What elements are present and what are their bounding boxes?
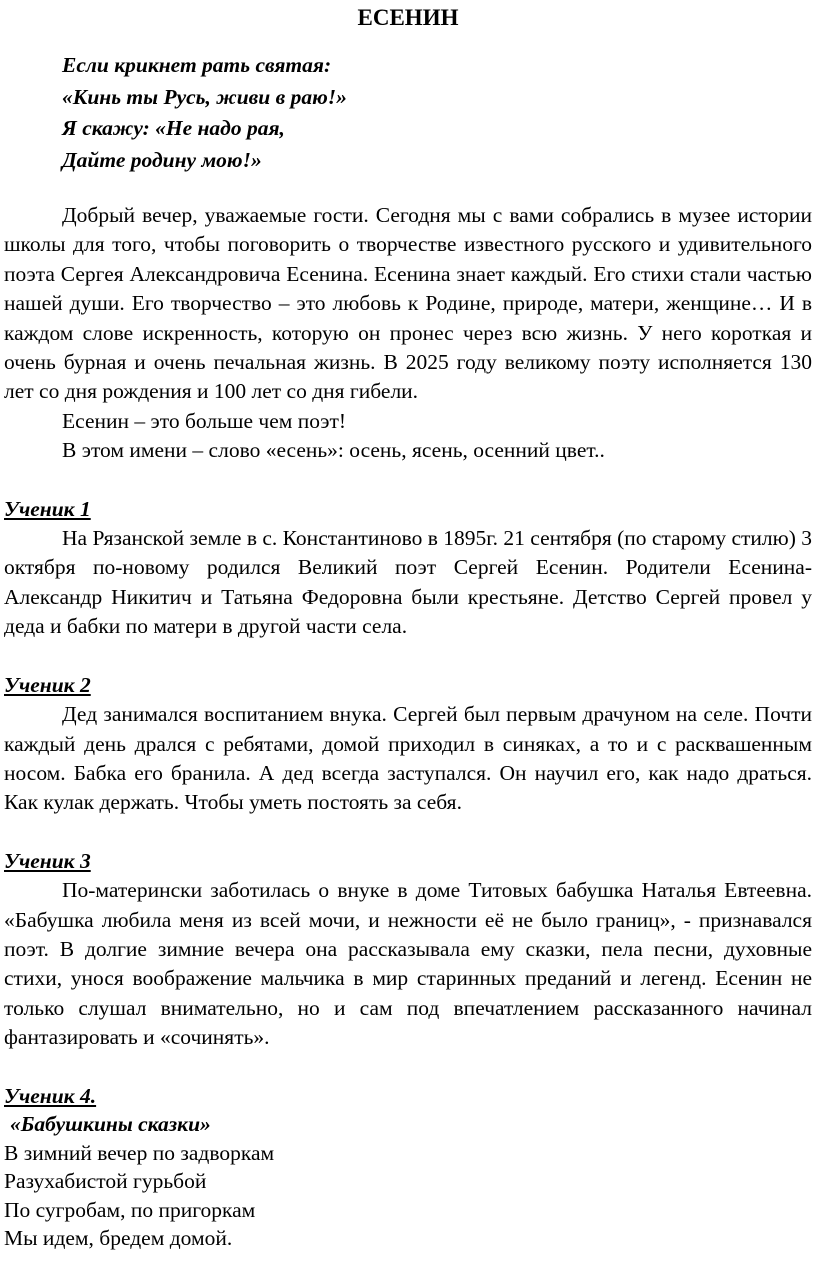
poem-line: Мы идем, бредем домой. [4, 1226, 233, 1251]
intro-line: В этом имени – слово «есень»: осень, ясень, осенний цвет.. [62, 438, 605, 463]
page-title: ЕСЕНИН [357, 5, 459, 30]
poem-title: «Бабушкины сказки» [10, 1112, 211, 1137]
student-heading: Ученик 1 [4, 496, 91, 521]
student-heading: Ученик 3 [4, 848, 91, 873]
student-3-section [4, 847, 812, 1053]
intro-line: Есенин – это больше чем поэт! [62, 408, 347, 433]
intro-section [4, 201, 812, 466]
poem-line: В зимний вечер по задворкам [4, 1140, 275, 1165]
student-paragraph: На Рязанской земле в с. Константиново в 1895г. 21 сентября (по старому стилю) 3 октября по-новому родился Великий поэт Сергей Есенин. Родители Есенина-Александр Никитич и Татьяна Федоровна были крестьяне. Детство Сергей провел у деда и бабки по матери в другой части села. [4, 526, 812, 639]
epigraph-line: Если крикнет рать святая: [62, 53, 332, 77]
poem-line: Разухабистой гурьбой [4, 1169, 207, 1194]
student-paragraph: По-матерински заботилась о внуке в доме Титовых бабушка Наталья Евтеевна. «Бабушка любила меня из всей мочи, и нежности её не было границ», - признавался поэт. В долгие зимние вечера она рассказывала ему сказки, пела песни, духовные стихи, унося воображение мальчика в мир старинных преданий и легенд. Есенин не только слушал внимательно, но и сам под впечатлением рассказанного начинал фантазировать и «сочинять». [4, 878, 812, 1050]
student-2-section [4, 671, 812, 818]
student-4-section [4, 1082, 812, 1253]
epigraph-line: Дайте родину мою!» [62, 147, 262, 172]
student-1-section [4, 495, 812, 642]
intro-paragraph: Добрый вечер, уважаемые гости. Сегодня мы с вами собрались в музее истории школы для того, чтобы поговорить о творчестве известного русского и удивительного поэта Сергея Александровича Есенина. Есенина знает каждый. Его стихи стали частью нашей души. Его творчество – это любовь к Родине, природе, матери, женщине… И в каждом слове искренность, которую он пронес через всю жизнь. У него короткая и очень бурная и очень печальная жизнь. В 2025 году великому поэту исполняется 130 лет со дня рождения и 100 лет со дня гибели. [4, 203, 812, 404]
epigraph-line: «Кинь ты Русь, живи в раю!» [62, 84, 347, 109]
epigraph-line: Я скажу: «Не надо рая, [62, 116, 285, 140]
poem-line: По сугробам, по пригоркам [4, 1197, 256, 1222]
student-paragraph: Дед занимался воспитанием внука. Сергей был первым драчуном на селе. Почти каждый день дрался с ребятами, домой приходил в синяках, а то и с расквашенным носом. Бабка его бранила. А дед всегда заступался. Он научил его, как надо драться. Как кулак держать. Чтобы уметь постоять за себя. [4, 702, 812, 815]
student-heading: Ученик 4. [4, 1083, 97, 1108]
epigraph [62, 50, 812, 176]
student-heading: Ученик 2 [4, 672, 91, 697]
